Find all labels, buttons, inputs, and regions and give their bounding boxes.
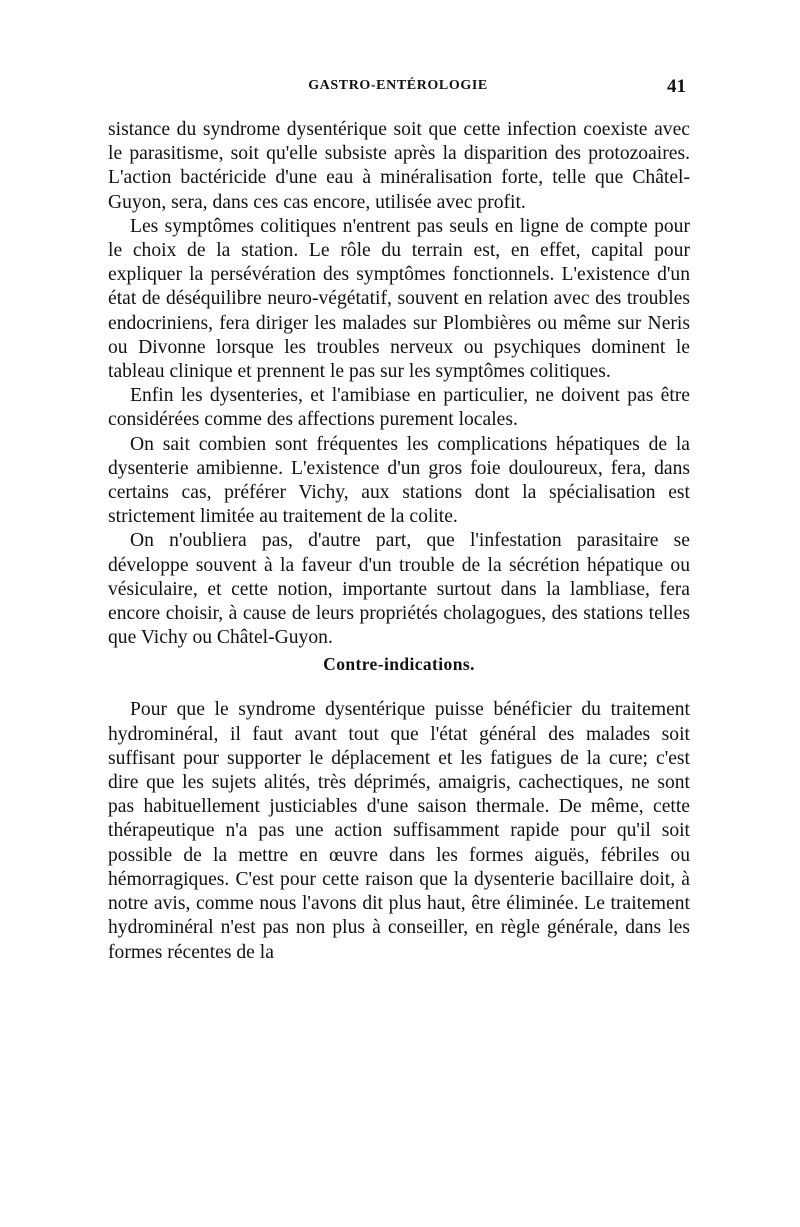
- running-title: GASTRO-ENTÉROLOGIE: [308, 78, 488, 93]
- paragraph: Les symptômes colitiques n'entrent pas seuls en ligne de compte pour le choix de la station. Le rôle du terrain est, en effet, capital pour expliquer la persévération des symptômes fonctionnels. L'existence d'un état de déséquilibre neuro-végétatif, souvent en relation avec des troubles endocriniens, fera diriger les malades sur Plombières ou même sur Neris ou Divonne lorsque les troubles nerveux ou psychiques dominent le tableau clinique et prennent le pas sur les symptômes colitiques.: [108, 215, 690, 383]
- paragraph: On sait combien sont fréquentes les complications hépatiques de la dysenterie amibienne. L'existence d'un gros foie douloureux, fera, dans certains cas, préférer Vichy, aux stations dont la spécialisation est strictement limitée au traitement de la colite.: [108, 433, 690, 528]
- body-text: [108, 118, 690, 965]
- paragraph: On n'oubliera pas, d'autre part, que l'infestation parasitaire se développe souvent à la faveur d'un trouble de la sécrétion hépatique ou vésiculaire, et cette notion, importante surtout dans la lambliase, fera encore choisir, à cause de leurs propriétés cholagogues, des stations telles que Vichy ou Châtel-Guyon.: [108, 530, 690, 649]
- paragraph: Enfin les dysenteries, et l'amibiase en particulier, ne doivent pas être considérées comme des affections purement locales.: [108, 385, 690, 431]
- running-head: [108, 78, 688, 100]
- paragraph: sistance du syndrome dysentérique soit que cette infection coexiste avec le parasitisme, soit qu'elle subsiste après la disparition des protozoaires. L'action bactéricide d'une eau à minéralisation forte, telle que Châtel-Guyon, sera, dans ces cas encore, utilisée avec profit.: [108, 119, 690, 213]
- page-number: 41: [667, 76, 686, 97]
- paragraph: Pour que le syndrome dysentérique puisse bénéficier du traitement hydrominéral, il faut avant tout que l'état général des malades soit suffisant pour supporter le déplacement et les fatigues de la cure; c'est dire que les sujets alités, très déprimés, amaigris, cachectiques, ne sont pas habituellement justiciables d'une saison thermale. De même, cette thérapeutique n'a pas une action suffisamment rapide pour qu'il soit possible de la mettre en œuvre dans les formes aiguës, fébriles ou hémorragiques. C'est pour cette raison que la dysenterie bacillaire doit, à notre avis, comme nous l'avons dit plus haut, être éliminée. Le traitement hydrominéral n'est pas non plus à conseiller, en règle générale, dans les formes récentes de la: [108, 699, 690, 963]
- section-heading: Contre-indications.: [323, 654, 475, 675]
